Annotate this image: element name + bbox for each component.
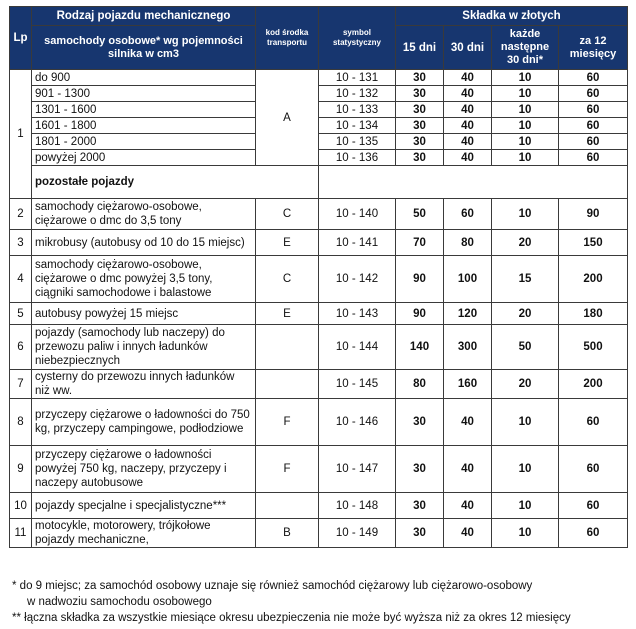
vehicle-type-cell: pojazdy specjalne i specjalistyczne*** [32, 493, 256, 519]
premium-12m-cell: 60 [559, 519, 628, 548]
header-next-30-days: każde następne 30 dni* [492, 26, 559, 70]
premium-next-cell: 10 [492, 150, 559, 166]
premium-30-cell: 40 [444, 150, 492, 166]
table-row [10, 70, 628, 86]
symbol-cell: 10 - 142 [319, 256, 396, 303]
row-lp: 8 [10, 399, 32, 446]
premium-15-cell: 30 [396, 493, 444, 519]
row-lp: 3 [10, 230, 32, 256]
premium-12m-cell: 150 [559, 230, 628, 256]
table-row [10, 134, 628, 150]
premium-15-cell: 30 [396, 118, 444, 134]
premium-12m-cell: 200 [559, 370, 628, 399]
premium-next-cell: 10 [492, 70, 559, 86]
premium-12m-cell: 60 [559, 150, 628, 166]
premium-30-cell: 40 [444, 446, 492, 493]
vehicle-type-cell: przyczepy ciężarowe o ładowności powyżej 750 kg, naczepy, przyczepy i naczepy autobusowe [32, 446, 256, 493]
section-row [10, 166, 628, 199]
symbol-cell: 10 - 136 [319, 150, 396, 166]
symbol-cell: 10 - 140 [319, 199, 396, 230]
premium-12m-cell: 60 [559, 102, 628, 118]
premium-15-cell: 30 [396, 519, 444, 548]
premium-30-cell: 40 [444, 86, 492, 102]
transport-code-cell: C [256, 199, 319, 230]
transport-code-cell [256, 325, 319, 370]
engine-size-cell: 1601 - 1800 [32, 118, 256, 134]
header-transport-code: kod środka transportu [256, 7, 319, 70]
premium-12m-cell: 180 [559, 303, 628, 325]
vehicle-type-cell: motocykle, motorowery, trójkołowe pojazdy mechaniczne, [32, 519, 256, 548]
premium-30-cell: 60 [444, 199, 492, 230]
premium-30-cell: 120 [444, 303, 492, 325]
symbol-cell: 10 - 134 [319, 118, 396, 134]
section-filler [319, 166, 628, 199]
premium-15-cell: 140 [396, 325, 444, 370]
symbol-cell: 10 - 149 [319, 519, 396, 548]
table-row [10, 86, 628, 102]
vehicle-type-cell: cysterny do przewozu innych ładunków niż ww. [32, 370, 256, 399]
row-lp: 6 [10, 325, 32, 370]
premium-30-cell: 40 [444, 519, 492, 548]
premium-next-cell: 10 [492, 102, 559, 118]
table-row [10, 256, 628, 303]
footnote-1-continued: w nadwoziu samochodu osobowego [27, 596, 212, 608]
engine-size-cell: 901 - 1300 [32, 86, 256, 102]
transport-code-cell: E [256, 230, 319, 256]
premium-12m-cell: 60 [559, 493, 628, 519]
premium-next-cell: 20 [492, 370, 559, 399]
table-row [10, 493, 628, 519]
symbol-cell: 10 - 145 [319, 370, 396, 399]
transport-code-cell [256, 493, 319, 519]
premium-12m-cell: 500 [559, 325, 628, 370]
table-row [10, 399, 628, 446]
symbol-cell: 10 - 146 [319, 399, 396, 446]
premium-12m-cell: 60 [559, 70, 628, 86]
table-row [10, 230, 628, 256]
table-row [10, 325, 628, 370]
table-row [10, 519, 628, 548]
premium-15-cell: 30 [396, 102, 444, 118]
table-row [10, 303, 628, 325]
premium-next-cell: 10 [492, 519, 559, 548]
premium-next-cell: 10 [492, 399, 559, 446]
premium-30-cell: 80 [444, 230, 492, 256]
header-vehicle-subtitle: samochody osobowe* wg pojemności silnika w cm3 [32, 26, 256, 70]
premium-next-cell: 15 [492, 256, 559, 303]
premium-12m-cell: 60 [559, 118, 628, 134]
symbol-cell: 10 - 135 [319, 134, 396, 150]
premium-30-cell: 40 [444, 118, 492, 134]
vehicle-type-cell: samochody ciężarowo-osobowe, ciężarowe o dmc do 3,5 tony [32, 199, 256, 230]
symbol-cell: 10 - 147 [319, 446, 396, 493]
header-30-days: 30 dni [444, 26, 492, 70]
transport-code-cell: A [256, 70, 319, 166]
engine-size-cell: 1801 - 2000 [32, 134, 256, 150]
table-row [10, 102, 628, 118]
premium-30-cell: 160 [444, 370, 492, 399]
engine-size-cell: do 900 [32, 70, 256, 86]
premium-12m-cell: 60 [559, 446, 628, 493]
premium-15-cell: 90 [396, 256, 444, 303]
premium-15-cell: 30 [396, 399, 444, 446]
transport-code-cell: B [256, 519, 319, 548]
premium-next-cell: 10 [492, 446, 559, 493]
premium-15-cell: 80 [396, 370, 444, 399]
row-lp: 9 [10, 446, 32, 493]
premium-12m-cell: 60 [559, 134, 628, 150]
table-row [10, 370, 628, 399]
footnote-1: * do 9 miejsc; za samochód osobowy uznaje się również samochód ciężarowy lub ciężarowo-osobowy [12, 580, 533, 592]
premium-12m-cell: 60 [559, 86, 628, 102]
premium-table [9, 6, 628, 548]
table-row [10, 446, 628, 493]
premium-next-cell: 10 [492, 199, 559, 230]
engine-size-cell: powyżej 2000 [32, 150, 256, 166]
premium-15-cell: 30 [396, 70, 444, 86]
header-premium: Składka w złotych [396, 7, 628, 26]
transport-code-cell: C [256, 256, 319, 303]
premium-next-cell: 10 [492, 86, 559, 102]
premium-15-cell: 30 [396, 134, 444, 150]
header-stat-symbol: symbol statystyczny [319, 7, 396, 70]
premium-30-cell: 40 [444, 493, 492, 519]
transport-code-cell: E [256, 303, 319, 325]
premium-30-cell: 40 [444, 102, 492, 118]
premium-15-cell: 70 [396, 230, 444, 256]
transport-code-cell: F [256, 399, 319, 446]
premium-15-cell: 30 [396, 86, 444, 102]
vehicle-type-cell: samochody ciężarowo-osobowe, ciężarowe o dmc powyżej 3,5 tony, ciągniki samochodowe i balastowe [32, 256, 256, 303]
row-lp: 1 [10, 70, 32, 199]
premium-12m-cell: 60 [559, 399, 628, 446]
premium-30-cell: 300 [444, 325, 492, 370]
premium-15-cell: 50 [396, 199, 444, 230]
section-label: pozostałe pojazdy [32, 166, 319, 199]
vehicle-type-cell: mikrobusy (autobusy od 10 do 15 miejsc) [32, 230, 256, 256]
row-lp: 10 [10, 493, 32, 519]
table-body [10, 70, 628, 548]
engine-size-cell: 1301 - 1600 [32, 102, 256, 118]
table-row [10, 118, 628, 134]
table-row [10, 150, 628, 166]
row-lp: 2 [10, 199, 32, 230]
footnote-2: ** łączna składka za wszystkie miesiące okresu ubezpieczenia nie może być wyższa niż za okres 12 miesięcy [12, 612, 571, 624]
premium-15-cell: 30 [396, 150, 444, 166]
premium-next-cell: 10 [492, 134, 559, 150]
premium-12m-cell: 90 [559, 199, 628, 230]
symbol-cell: 10 - 143 [319, 303, 396, 325]
symbol-cell: 10 - 148 [319, 493, 396, 519]
transport-code-cell: F [256, 446, 319, 493]
row-lp: 5 [10, 303, 32, 325]
symbol-cell: 10 - 141 [319, 230, 396, 256]
symbol-cell: 10 - 133 [319, 102, 396, 118]
row-lp: 4 [10, 256, 32, 303]
premium-15-cell: 30 [396, 446, 444, 493]
transport-code-cell [256, 370, 319, 399]
premium-30-cell: 100 [444, 256, 492, 303]
row-lp: 11 [10, 519, 32, 548]
premium-30-cell: 40 [444, 134, 492, 150]
header-12-months: za 12 miesięcy [559, 26, 628, 70]
premium-15-cell: 90 [396, 303, 444, 325]
premium-30-cell: 40 [444, 70, 492, 86]
vehicle-type-cell: pojazdy (samochody lub naczepy) do przewozu paliw i innych ładunków niebezpiecznych [32, 325, 256, 370]
premium-next-cell: 10 [492, 118, 559, 134]
vehicle-type-cell: autobusy powyżej 15 miejsc [32, 303, 256, 325]
header-vehicle-type: Rodzaj pojazdu mechanicznego [32, 7, 256, 26]
symbol-cell: 10 - 144 [319, 325, 396, 370]
premium-next-cell: 20 [492, 303, 559, 325]
symbol-cell: 10 - 132 [319, 86, 396, 102]
row-lp: 7 [10, 370, 32, 399]
table-row [10, 199, 628, 230]
premium-12m-cell: 200 [559, 256, 628, 303]
symbol-cell: 10 - 131 [319, 70, 396, 86]
header-15-days: 15 dni [396, 26, 444, 70]
premium-next-cell: 50 [492, 325, 559, 370]
premium-30-cell: 40 [444, 399, 492, 446]
vehicle-type-cell: przyczepy ciężarowe o ładowności do 750 kg, przyczepy campingowe, podłodziowe [32, 399, 256, 446]
header-lp: Lp [10, 7, 32, 70]
premium-next-cell: 10 [492, 493, 559, 519]
premium-next-cell: 20 [492, 230, 559, 256]
